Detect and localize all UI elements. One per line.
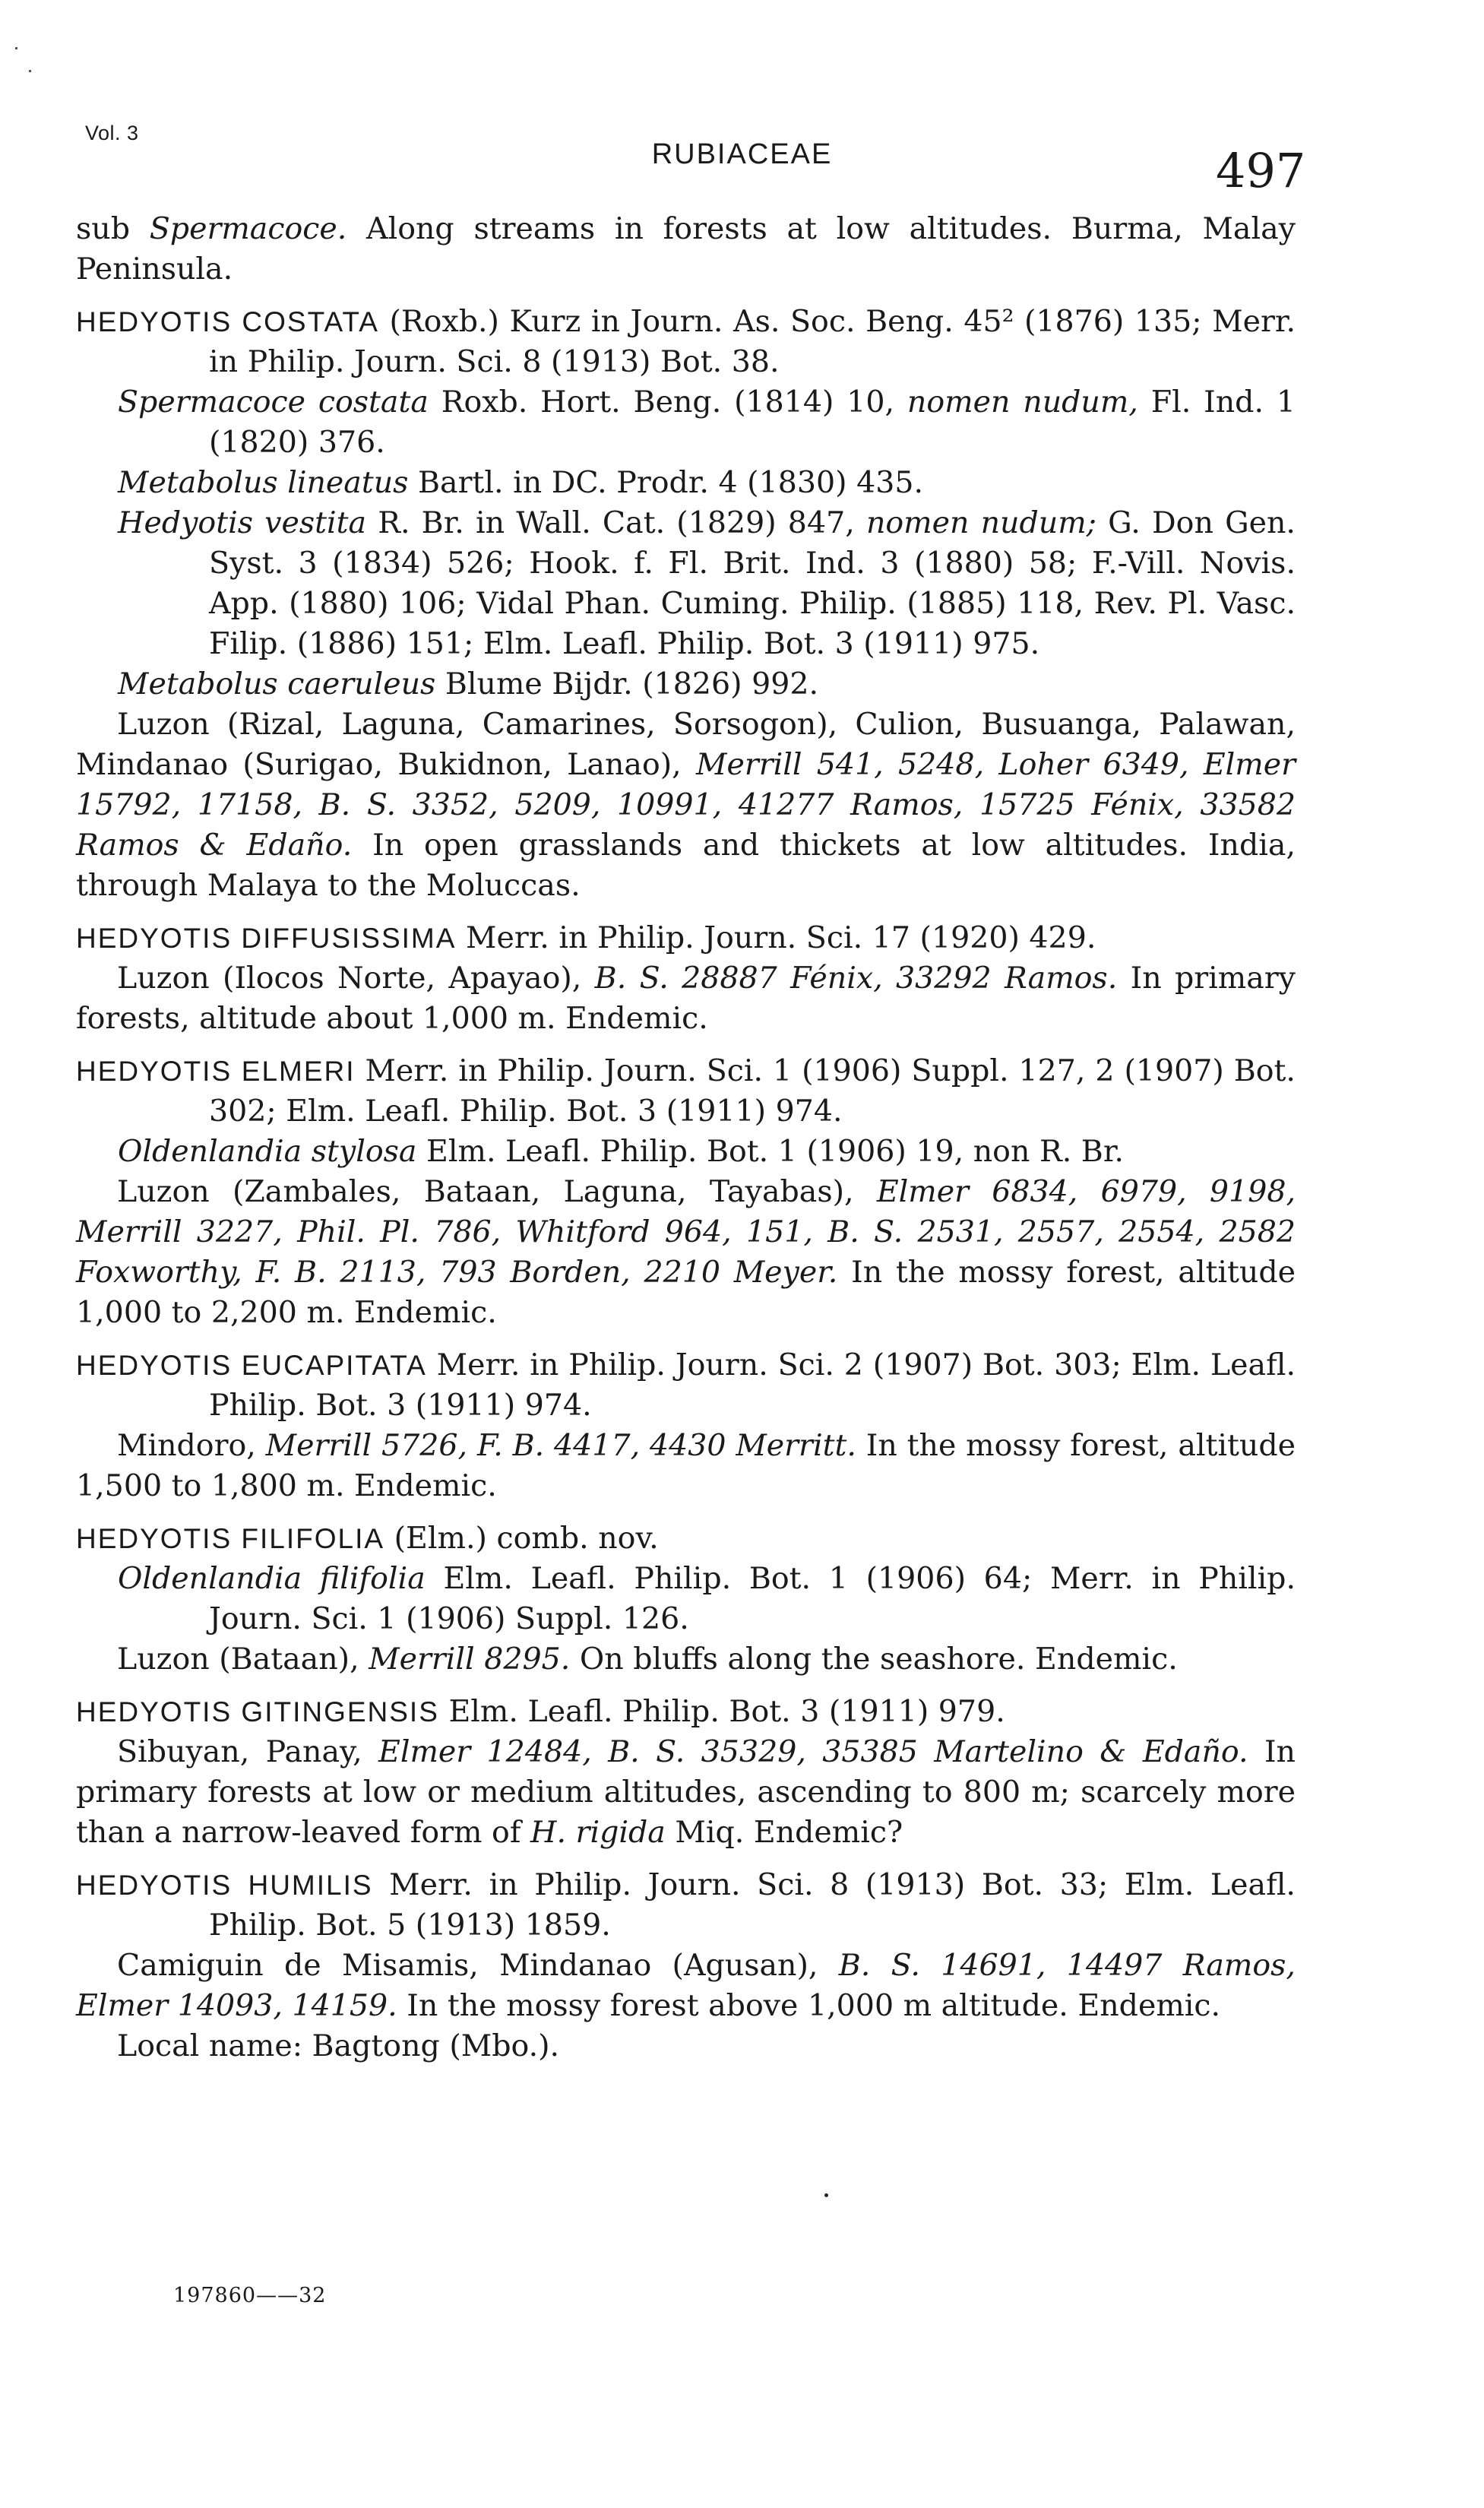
species-heading: [76, 302, 1296, 382]
distribution-paragraph: [76, 958, 1296, 1039]
italic-text: Merrill 8295.: [369, 1642, 571, 1677]
text-run: Miq. Endemic?: [665, 1815, 903, 1850]
italic-text: Metabolus caeruleus: [118, 667, 436, 701]
text-run: In the mossy forest above 1,000 m altitude. Endemic.: [397, 1988, 1221, 2023]
text-run: Merr. in Philip. Journ. Sci. 2 (1907) Bot. 303; Elm. Leafl. Philip. Bot. 3 (1911) 974.: [209, 1347, 1296, 1423]
text-run: In primary forests at low or medium altitudes, ascending to 800 m; scarcely more than a narrow-leaved form of: [76, 1734, 1296, 1850]
italic-text: H. rigida: [530, 1815, 666, 1850]
italic-text: Spermacoce costata: [118, 385, 429, 420]
distribution-paragraph: [76, 1172, 1296, 1333]
scan-speck: [29, 70, 31, 72]
scan-speck: [15, 47, 17, 49]
italic-text: Merrill 541, 5248, Loher 6349, Elmer 15792, 17158, B. S. 3352, 5209, 10991, 41277 Ramos, 15725 Fénix, 33582 Ramos & Edaño.: [76, 747, 1296, 863]
text-run: On bluffs along the seashore. Endemic.: [570, 1642, 1178, 1677]
text-run: Luzon (Ilocos Norte, Apayao),: [117, 961, 595, 996]
printer-signature: 197860——32: [173, 2284, 327, 2307]
species-name: HEDYOTIS COSTATA: [76, 306, 379, 337]
text-run: (Roxb.) Kurz in Journ. As. Soc. Beng. 45² (1876) 135; Merr. in Philip. Journ. Sci. 8 (1913) Bot. 38.: [209, 304, 1296, 379]
species-heading: [76, 1345, 1296, 1426]
text-run: Elm. Leafl. Philip. Bot. 1 (1906) 19, non R. Br.: [416, 1134, 1124, 1169]
species-heading: [76, 1051, 1296, 1132]
italic-text: Merrill 5726, F. B. 4417, 4430 Merritt.: [265, 1428, 856, 1463]
text-run: Elm. Leafl. Philip. Bot. 3 (1911) 979.: [438, 1694, 1005, 1729]
text-run: Along streams in forests at low altitudes. Burma, Malay Peninsula.: [76, 211, 1296, 287]
italic-text: Spermacoce.: [149, 211, 347, 246]
volume-label: Vol. 3: [85, 122, 139, 144]
text-run: In open grasslands and thickets at low altitudes. India, through Malaya to the Moluccas.: [76, 828, 1296, 903]
distribution-paragraph: [76, 705, 1296, 906]
synonym-line: [76, 1559, 1296, 1639]
distribution-paragraph: [76, 1639, 1296, 1680]
text-run: R. Br. in Wall. Cat. (1829) 847,: [366, 505, 866, 540]
synonym-line: [76, 382, 1296, 463]
italic-text: Elmer 6834, 6979, 9198, Merrill 3227, Phil. Pl. 786, Whitford 964, 151, B. S. 2531, 2557, 2554, 2582 Foxworthy, F. B. 2113, 793 Borden, 2210 Meyer.: [76, 1174, 1296, 1290]
text-run: In the mossy forest, altitude 1,500 to 1,800 m. Endemic.: [76, 1428, 1296, 1503]
page-body: [76, 209, 1296, 2066]
text-run: G. Don Gen. Syst. 3 (1834) 526; Hook. f. Fl. Brit. Ind. 3 (1880) 58; F.-Vill. Novis. App. (1880) 106; Vidal Phan. Cuming. Philip. (1885) 118, Rev. Pl. Vasc. Filip. (1886) 151; Elm. Leafl. Philip. Bot. 3 (1911) 975.: [209, 505, 1296, 661]
text-run: Roxb. Hort. Beng. (1814) 10,: [428, 385, 907, 420]
text-run: Merr. in Philip. Journ. Sci. 1 (1906) Suppl. 127, 2 (1907) Bot. 302; Elm. Leafl. Philip. Bot. 3 (1911) 974.: [209, 1053, 1296, 1129]
text-run: sub: [76, 211, 150, 246]
running-head: RUBIACEAE: [651, 138, 833, 170]
italic-text: Elmer 12484, B. S. 35329, 35385 Martelino & Edaño.: [378, 1734, 1248, 1769]
species-name: HEDYOTIS EUCAPITATA: [76, 1350, 427, 1381]
synonym-line: [76, 664, 1296, 705]
distribution-paragraph: [76, 1426, 1296, 1506]
species-heading: [76, 1692, 1296, 1732]
text-run: In the mossy forest, altitude 1,000 to 2,200 m. Endemic.: [76, 1255, 1296, 1330]
text-run: In primary forests, altitude about 1,000 m. Endemic.: [76, 961, 1296, 1036]
text-run: Bartl. in DC. Prodr. 4 (1830) 435.: [408, 465, 924, 500]
species-entries: [76, 302, 1296, 2026]
text-run: Luzon (Rizal, Laguna, Camarines, Sorsogon), Culion, Busuanga, Palawan, Mindanao (Surigao, Bukidnon, Lanao),: [76, 707, 1296, 782]
italic-text: Metabolus lineatus: [118, 465, 409, 500]
species-name: HEDYOTIS FILIFOLIA: [76, 1523, 385, 1554]
italic-text: Hedyotis vestita: [118, 505, 367, 540]
species-name: HEDYOTIS ELMERI: [76, 1056, 356, 1087]
italic-text: B. S. 28887 Fénix, 33292 Ramos.: [594, 961, 1118, 996]
local-name: Local name: Bagtong (Mbo.).: [117, 2028, 560, 2063]
text-run: Sibuyan, Panay,: [117, 1734, 378, 1769]
page-number: 497: [1216, 143, 1306, 198]
synonym-line: [76, 463, 1296, 503]
distribution-paragraph: [76, 1732, 1296, 1853]
italic-text: Oldenlandia filifolia: [118, 1561, 426, 1596]
text-run: Mindoro,: [117, 1428, 266, 1463]
species-name: HEDYOTIS DIFFUSISSIMA: [76, 923, 457, 954]
species-heading: [76, 1865, 1296, 1946]
species-name: HEDYOTIS GITINGENSIS: [76, 1696, 439, 1727]
intro-paragraph: [76, 209, 1296, 290]
text-run: Luzon (Bataan),: [117, 1642, 369, 1677]
scan-speck: [824, 2193, 828, 2197]
text-run: (Elm.) comb. nov.: [384, 1521, 659, 1556]
synonym-line: [76, 1132, 1296, 1172]
italic-text: nomen nudum,: [907, 385, 1138, 420]
species-heading: [76, 1518, 1296, 1559]
text-run: Elm. Leafl. Philip. Bot. 1 (1906) 64; Merr. in Philip. Journ. Sci. 1 (1906) Suppl. 126.: [209, 1561, 1296, 1636]
text-run: Luzon (Zambales, Bataan, Laguna, Tayabas),: [117, 1174, 877, 1209]
distribution-paragraph: [76, 1946, 1296, 2026]
species-name: HEDYOTIS HUMILIS: [76, 1870, 373, 1901]
text-run: Merr. in Philip. Journ. Sci. 8 (1913) Bot. 33; Elm. Leafl. Philip. Bot. 5 (1913) 1859.: [209, 1867, 1296, 1943]
text-run: Fl. Ind. 1 (1820) 376.: [209, 385, 1296, 460]
text-run: Camiguin de Misamis, Mindanao (Agusan),: [117, 1948, 839, 1983]
synonym-line: [76, 503, 1296, 664]
italic-text: Oldenlandia stylosa: [118, 1134, 417, 1169]
italic-text: B. S. 14691, 14497 Ramos, Elmer 14093, 14159.: [76, 1948, 1296, 2023]
italic-text: nomen nudum;: [865, 505, 1096, 540]
species-heading: [76, 918, 1296, 958]
text-run: Merr. in Philip. Journ. Sci. 17 (1920) 429.: [456, 920, 1096, 955]
text-run: Blume Bijdr. (1826) 992.: [435, 667, 819, 701]
